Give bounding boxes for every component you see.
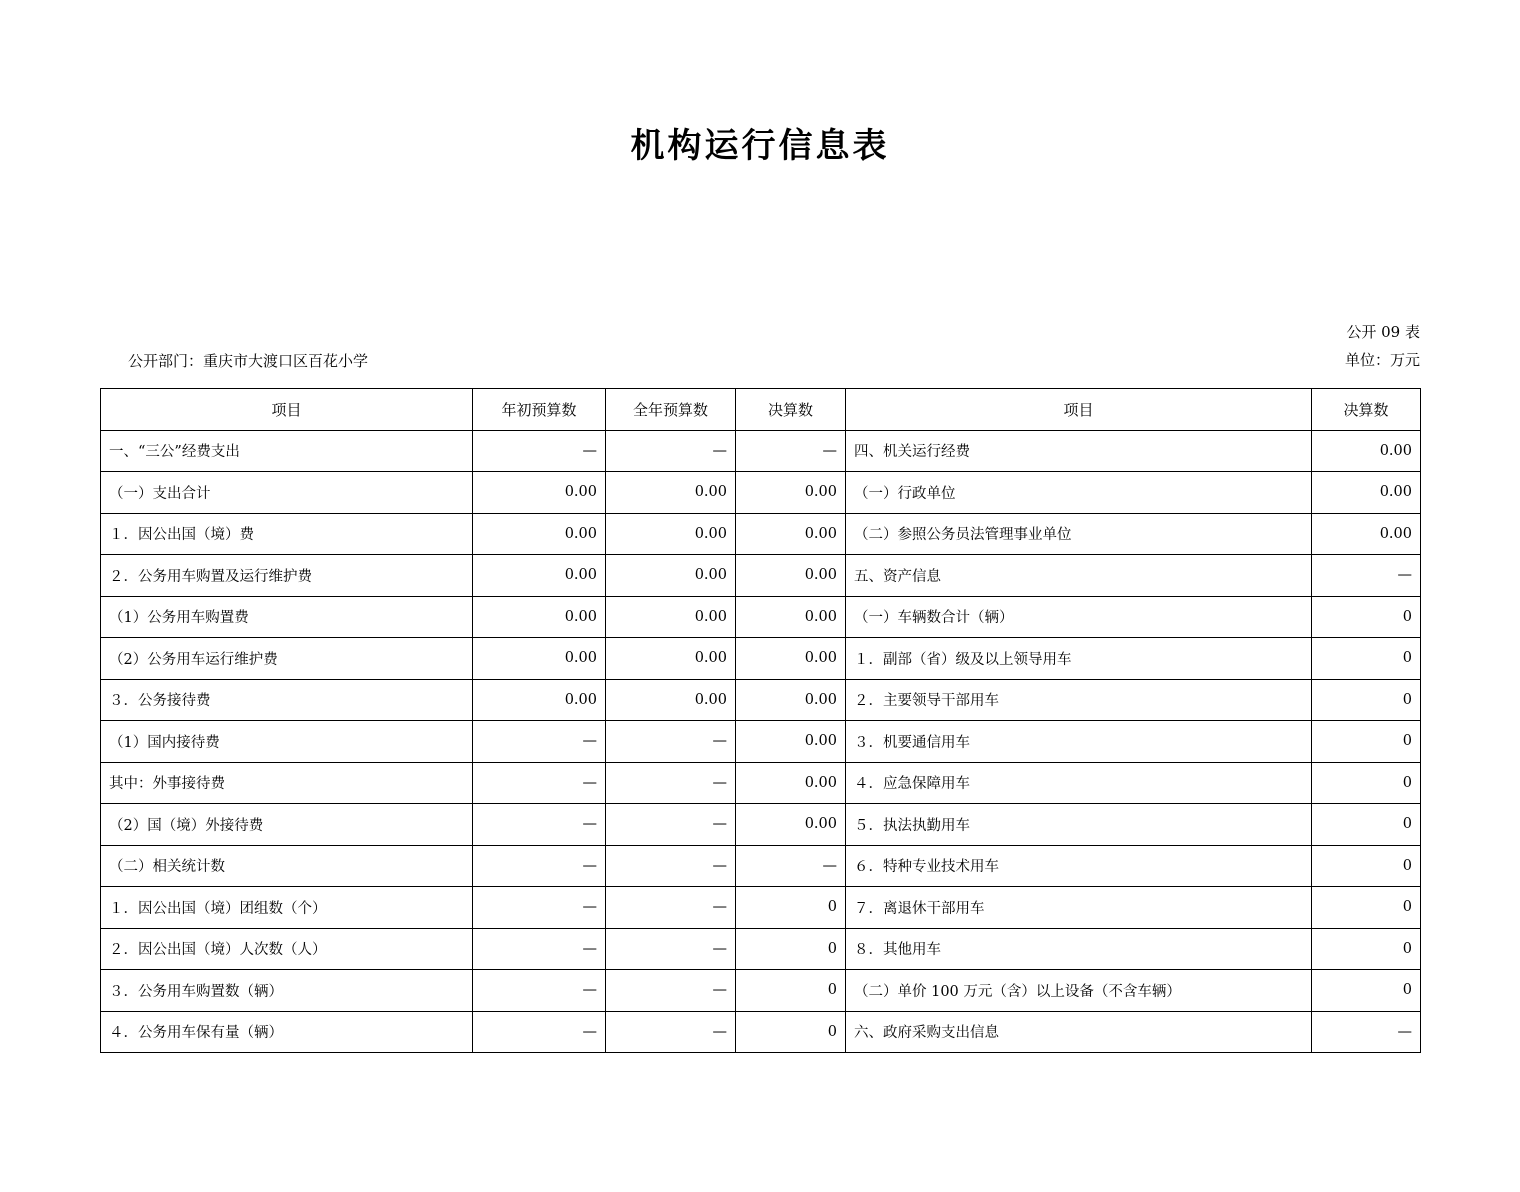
- row-left-label: 其中：外事接待费: [101, 762, 473, 804]
- row-final-account: 0.00: [736, 472, 846, 514]
- row-right-final-account: 0: [1312, 970, 1421, 1012]
- table-row: [101, 928, 1421, 970]
- row-final-account: 0.00: [736, 638, 846, 680]
- row-right-label: 五、资产信息: [846, 555, 1312, 597]
- row-begin-budget: 0.00: [473, 679, 606, 721]
- row-right-label: （二）参照公务员法管理事业单位: [846, 513, 1312, 555]
- row-begin-budget: 0.00: [473, 472, 606, 514]
- row-year-budget: —: [606, 928, 736, 970]
- row-right-label: １．副部（省）级及以上领导用车: [846, 638, 1312, 680]
- row-begin-budget: —: [473, 721, 606, 763]
- row-begin-budget: 0.00: [473, 638, 606, 680]
- row-year-budget: 0.00: [606, 472, 736, 514]
- table-row: [101, 721, 1421, 763]
- row-begin-budget: 0.00: [473, 555, 606, 597]
- row-year-budget: 0.00: [606, 513, 736, 555]
- table-row: [101, 887, 1421, 929]
- row-left-label: １．因公出国（境）费: [101, 513, 473, 555]
- row-right-label: （一）行政单位: [846, 472, 1312, 514]
- row-left-label: ３．公务用车购置数（辆）: [101, 970, 473, 1012]
- row-right-final-account: 0.00: [1312, 430, 1421, 472]
- row-final-account: 0.00: [736, 513, 846, 555]
- row-final-account: 0.00: [736, 762, 846, 804]
- row-left-label: ３．公务接待费: [101, 679, 473, 721]
- row-right-final-account: 0.00: [1312, 472, 1421, 514]
- unit-note: 单位：万元: [1344, 351, 1420, 369]
- row-year-budget: 0.00: [606, 555, 736, 597]
- row-right-label: ６．特种专业技术用车: [846, 845, 1312, 887]
- row-final-account: 0: [736, 970, 846, 1012]
- row-right-final-account: 0: [1312, 596, 1421, 638]
- row-left-label: （1）公务用车购置费: [101, 596, 473, 638]
- row-left-label: ２．因公出国（境）人次数（人）: [101, 928, 473, 970]
- row-left-label: （1）国内接待费: [101, 721, 473, 763]
- row-right-final-account: 0: [1312, 638, 1421, 680]
- row-year-budget: 0.00: [606, 596, 736, 638]
- row-final-account: —: [736, 430, 846, 472]
- row-right-final-account: —: [1312, 555, 1421, 597]
- row-year-budget: 0.00: [606, 679, 736, 721]
- row-begin-budget: —: [473, 804, 606, 846]
- institution-operation-table: [100, 388, 1421, 1053]
- row-year-budget: —: [606, 845, 736, 887]
- row-right-label: （一）车辆数合计（辆）: [846, 596, 1312, 638]
- row-left-label: １．因公出国（境）团组数（个）: [101, 887, 473, 929]
- row-final-account: 0: [736, 1011, 846, 1053]
- row-final-account: 0.00: [736, 555, 846, 597]
- table-row: [101, 638, 1421, 680]
- row-right-label: ８．其他用车: [846, 928, 1312, 970]
- table-row: [101, 970, 1421, 1012]
- row-year-budget: —: [606, 430, 736, 472]
- row-year-budget: —: [606, 804, 736, 846]
- row-right-final-account: —: [1312, 1011, 1421, 1053]
- row-right-final-account: 0: [1312, 887, 1421, 929]
- row-right-label: ７．离退休干部用车: [846, 887, 1312, 929]
- row-year-budget: —: [606, 1011, 736, 1053]
- row-begin-budget: —: [473, 430, 606, 472]
- row-begin-budget: 0.00: [473, 596, 606, 638]
- row-final-account: 0.00: [736, 596, 846, 638]
- row-begin-budget: —: [473, 887, 606, 929]
- row-year-budget: —: [606, 721, 736, 763]
- table-header-row: [101, 389, 1421, 431]
- row-left-label: ４．公务用车保有量（辆）: [101, 1011, 473, 1053]
- row-right-label: ３．机要通信用车: [846, 721, 1312, 763]
- row-left-label: （一）支出合计: [101, 472, 473, 514]
- row-left-label: ２．公务用车购置及运行维护费: [101, 555, 473, 597]
- table-row: [101, 804, 1421, 846]
- row-right-label: 四、机关运行经费: [846, 430, 1312, 472]
- row-final-account: 0.00: [736, 804, 846, 846]
- row-year-budget: —: [606, 887, 736, 929]
- row-begin-budget: —: [473, 970, 606, 1012]
- table-row: [101, 472, 1421, 514]
- row-left-label: （2）国（境）外接待费: [101, 804, 473, 846]
- row-begin-budget: —: [473, 928, 606, 970]
- row-year-budget: —: [606, 970, 736, 1012]
- row-final-account: 0.00: [736, 721, 846, 763]
- row-year-budget: —: [606, 762, 736, 804]
- row-right-label: （二）单价 100 万元（含）以上设备（不含车辆）: [846, 970, 1312, 1012]
- row-begin-budget: —: [473, 845, 606, 887]
- page-title: 机构运行信息表: [630, 126, 890, 166]
- row-right-label: ４．应急保障用车: [846, 762, 1312, 804]
- row-right-final-account: 0: [1312, 762, 1421, 804]
- row-right-label: ２．主要领导干部用车: [846, 679, 1312, 721]
- row-right-final-account: 0: [1312, 928, 1421, 970]
- row-begin-budget: —: [473, 762, 606, 804]
- column-header-right-item: 项目: [846, 389, 1312, 431]
- row-final-account: 0: [736, 887, 846, 929]
- column-header-left-item: 项目: [101, 389, 473, 431]
- column-header-year-budget: 全年预算数: [606, 389, 736, 431]
- row-final-account: 0: [736, 928, 846, 970]
- row-begin-budget: 0.00: [473, 513, 606, 555]
- table-row: [101, 1011, 1421, 1053]
- row-right-final-account: 0: [1312, 679, 1421, 721]
- row-right-final-account: 0.00: [1312, 513, 1421, 555]
- row-right-final-account: 0: [1312, 845, 1421, 887]
- row-right-label: ５．执法执勤用车: [846, 804, 1312, 846]
- department-line: 公开部门：重庆市大渡口区百花小学: [128, 352, 369, 370]
- document-page: [0, 118, 1520, 1192]
- table-body: [101, 430, 1421, 1053]
- row-begin-budget: —: [473, 1011, 606, 1053]
- row-left-label: （2）公务用车运行维护费: [101, 638, 473, 680]
- table-row: [101, 679, 1421, 721]
- row-year-budget: 0.00: [606, 638, 736, 680]
- table-row: [101, 513, 1421, 555]
- row-final-account: 0.00: [736, 679, 846, 721]
- row-right-final-account: 0: [1312, 721, 1421, 763]
- row-right-label: 六、政府采购支出信息: [846, 1011, 1312, 1053]
- column-header-right-final-account: 决算数: [1312, 389, 1421, 431]
- table-row: [101, 555, 1421, 597]
- table-row: [101, 596, 1421, 638]
- document-meta-right: [1345, 318, 1420, 374]
- column-header-final-account: 决算数: [736, 389, 846, 431]
- row-right-final-account: 0: [1312, 804, 1421, 846]
- row-final-account: —: [736, 845, 846, 887]
- table-row: [101, 430, 1421, 472]
- form-number: 公开 09 表: [1346, 323, 1420, 341]
- table-row: [101, 762, 1421, 804]
- row-left-label: 一、“三公”经费支出: [101, 430, 473, 472]
- row-left-label: （二）相关统计数: [101, 845, 473, 887]
- table-row: [101, 845, 1421, 887]
- column-header-begin-budget: 年初预算数: [473, 389, 606, 431]
